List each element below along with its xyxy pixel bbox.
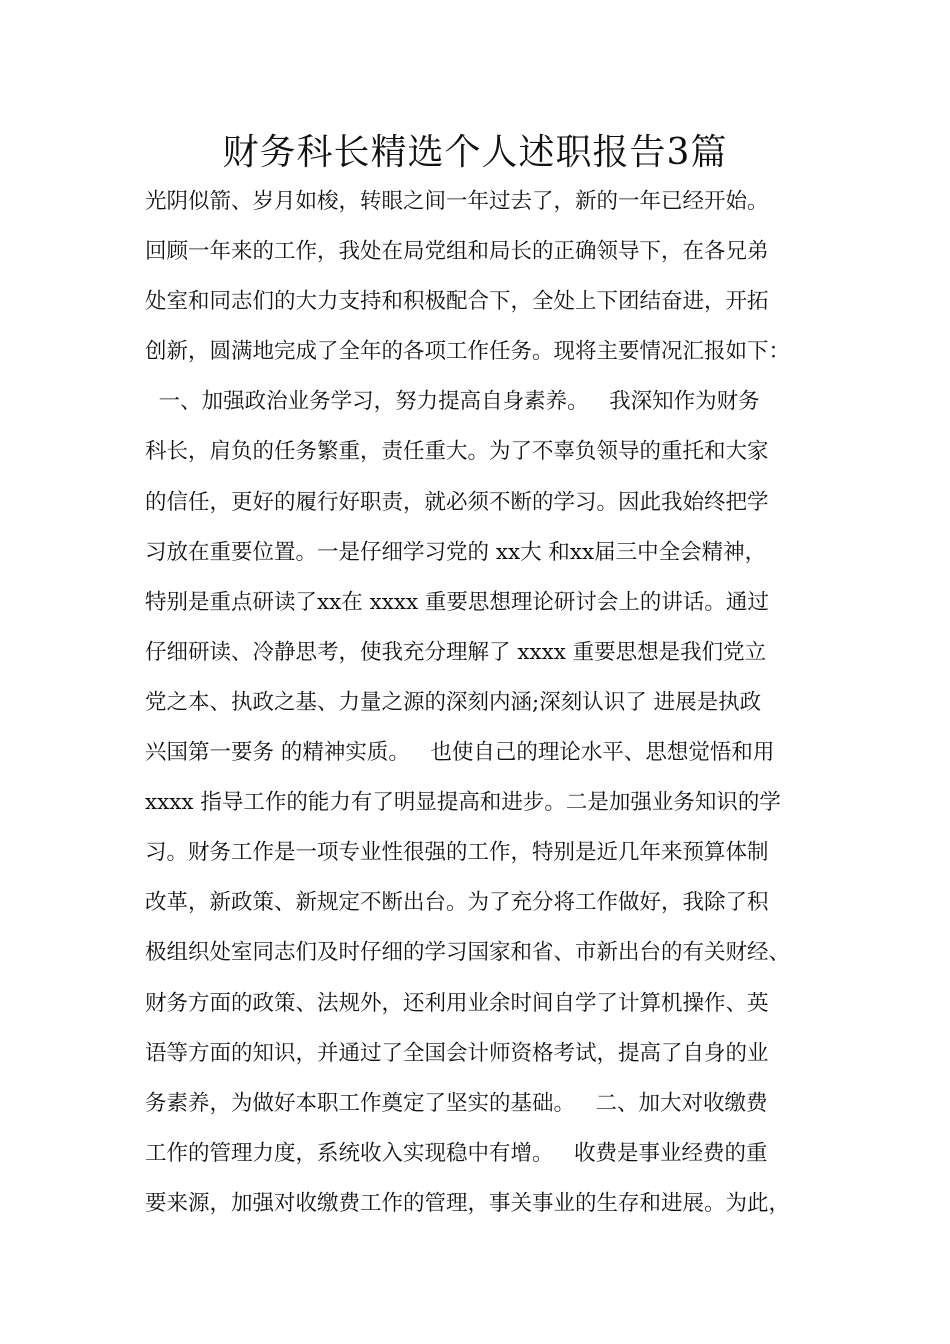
body-line: 处室和同志们的大力支持和积极配合下，全处上下团结奋进，开拓 bbox=[145, 289, 769, 315]
body-line: 改革，新政策、新规定不断出台。为了充分将工作做好，我除了积 bbox=[145, 890, 769, 916]
body-line: 兴国第一要务 的精神实质。 也使自己的理论水平、思想觉悟和用 bbox=[145, 740, 775, 766]
body-line: 科长，肩负的任务繁重，责任重大。为了不辜负领导的重托和大家 bbox=[145, 439, 769, 465]
document-body bbox=[145, 180, 845, 1232]
body-line: 光阴似箭、岁月如梭，转眼之间一年过去了，新的一年已经开始。 bbox=[145, 189, 769, 214]
body-line: 特别是重点研读了xx在 xxxx 重要思想理论研讨会上的讲话。通过 bbox=[145, 589, 769, 615]
body-line: 习放在重要位置。一是仔细学习党的 xx大 和xx届三中全会精神， bbox=[145, 539, 767, 565]
body-line: 务素养，为做好本职工作奠定了坚实的基础。 二、加大对收缴费 bbox=[145, 1090, 768, 1116]
body-line: 极组织处室同志们及时仔细的学习国家和省、市新出台的有关财经、 bbox=[145, 940, 791, 966]
body-line: 要来源，加强对收缴费工作的管理，事关事业的生存和进展。为此， bbox=[145, 1190, 791, 1216]
body-line: 党之本、执政之基、力量之源的深刻内涵;深刻认识了 进展是执政 bbox=[145, 689, 762, 715]
body-line: 的信任，更好的履行好职责，就必须不断的学习。因此我始终把学 bbox=[145, 489, 769, 515]
body-line: 习。财务工作是一项专业性很强的工作，特别是近几年来预算体制 bbox=[145, 840, 769, 866]
body-line: xxxx 指导工作的能力有了明显提高和进步。二是加强业务知识的学 bbox=[145, 790, 781, 816]
document-title: 财务科长精选个人述职报告3篇 bbox=[222, 132, 728, 173]
body-line: 工作的管理力度，系统收入实现稳中有增。 收费是事业经费的重 bbox=[145, 1140, 768, 1166]
body-line: 创新，圆满地完成了全年的各项工作任务。现将主要情况汇报如下： bbox=[145, 339, 791, 365]
body-line: 一、加强政治业务学习，努力提高自身素养。 我深知作为财务 bbox=[145, 389, 760, 415]
body-line: 语等方面的知识，并通过了全国会计师资格考试，提高了自身的业 bbox=[145, 1040, 769, 1066]
body-line: 仔细研读、冷静思考，使我充分理解了 xxxx 重要思想是我们党立 bbox=[145, 639, 767, 665]
body-line: 回顾一年来的工作，我处在局党组和局长的正确领导下，在各兄弟 bbox=[145, 239, 769, 265]
body-line: 财务方面的政策、法规外，还利用业余时间自学了计算机操作、英 bbox=[145, 990, 769, 1016]
